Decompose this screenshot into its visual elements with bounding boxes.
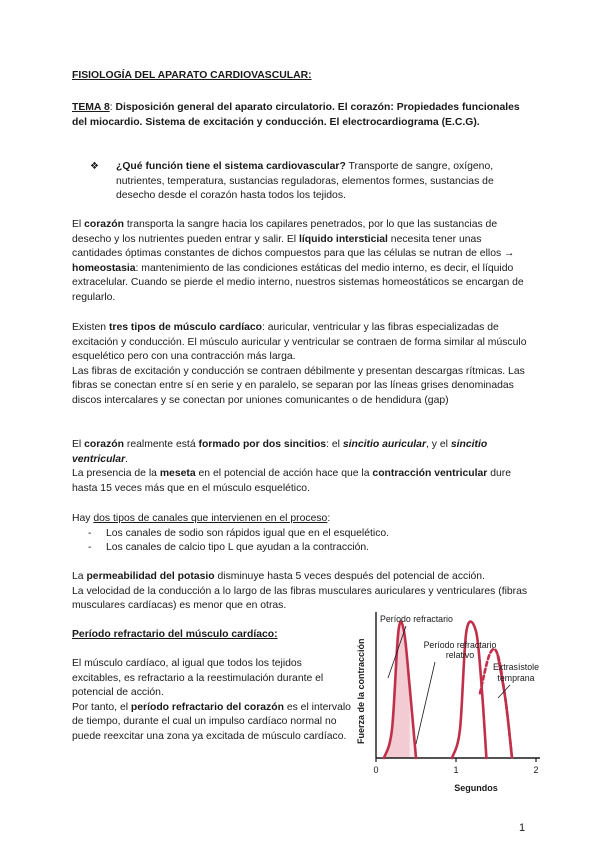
- annotation-pointer: [416, 662, 435, 744]
- list-item: - Los canales de calcio tipo L que ayudan a la contracción.: [88, 542, 370, 554]
- x-axis-label: Segundos: [454, 783, 498, 793]
- x-tick-label: 2: [533, 765, 539, 775]
- page-number: 1: [519, 822, 526, 834]
- y-axis-label: Fuerza de la contracción: [356, 638, 366, 744]
- canales-list: [72, 527, 532, 556]
- diamond-bullet-icon: ❖: [90, 161, 99, 172]
- list-item: - Los canales de sodio son rápidos igual que en el esquelético.: [88, 527, 390, 539]
- paragraph-canales: Hay dos tipos de canales que intervienen en el proceso: - Los canales de sodio son rápidos igual que en el esquelético. - Los canales de calcio tipo L que ayudan a la contracción.: [72, 512, 532, 556]
- section-body: El músculo cardíaco, al igual que todos los tejidos excitables, es refractario a la reestimulación durante el potencial de acción. Por tanto, el período refractario del corazón es el intervalo de tiempo, durante el cual un impulso cardíaco normal no puede reexcitar una zona ya excitada de músculo cardíaco.: [72, 658, 351, 742]
- function-bullet: ❖ ¿Qué función tiene el sistema cardiovascular? Transporte de sangre, oxígeno, nutrientes, temperatura, sustancias reguladoras, elementos formes, sustancias de desecho desde el corazón hasta todos los tejidos.: [90, 161, 494, 202]
- x-tick-label: 1: [453, 765, 459, 775]
- paragraph-corazon: El corazón transporta la sangre hacia los capilares penetrados, por lo que las sustancias de desecho y los nutrientes pueden entrar y salir. El líquido intersticial necesita tener unas cantidades óptimas constantes de dichos compuestos para que las células se nutran de ellos → homeostasia: mantenimiento de las condiciones estáticas del medio interno, es decir, el líquido extracelular. Cuando se pierde el medio interno, nuestros sistemas homeostáticos se encargan de regularlo.: [72, 219, 524, 303]
- refractory-period-chart: [350, 606, 555, 802]
- paragraph-tipos-musculo: Existen tres tipos de músculo cardíaco: auricular, ventricular y las fibras especializadas de excitación y conducción. El músculo auricular y ventricular se contraen de forma similar al músculo esquelético pero con una contracción más larga. Las fibras de excitación y conducción se contraen débilmente y presentan descargas rítmicas. Las fibras se conectan entre sí en serie y en paralelo, se separan por las líneas grises denominadas discos intercalares y se conectan por uniones comunicantes o de hendidura (gap): [72, 322, 527, 406]
- annotation-refractario-relativo: Período refractario: [423, 640, 497, 650]
- paragraph-sincitios: El corazón realmente está formado por dos sincitios: el sincitio auricular, y el sincitio ventricular. La presencia de la meseta en el potencial de acción hace que la contracción ventricular dure hasta 15 veces más que en el músculo esquelético.: [72, 439, 512, 494]
- annotation-refractario-relativo: relativo: [445, 650, 475, 660]
- annotation-extrasistole: temprana: [497, 673, 535, 683]
- annotation-periodo-refractario: Período refractario: [380, 614, 453, 624]
- x-tick-label: 0: [373, 765, 379, 775]
- function-question: ¿Qué función tiene el sistema cardiovascular?: [116, 161, 346, 172]
- document-title: FISIOLOGÍA DEL APARATO CARDIOVASCULAR:: [72, 70, 312, 81]
- paragraph-potasio: La permeabilidad del potasio disminuye hasta 5 veces después del potencial de acción. La velocidad de la conducción a lo largo de las fibras musculares auriculares y ventriculares (fibras musculares cardíacas) es menor que en otras.: [72, 571, 528, 612]
- tema-heading: TEMA 8: Disposición general del aparato circulatorio. El corazón: Propiedades funcionales del miocardio. Sistema de excitación y conducción. El electrocardiograma (E.C.G).: [72, 102, 520, 128]
- section-heading: Período refractario del músculo cardíaco:: [72, 629, 278, 640]
- annotation-extrasistole: Extrasístole: [493, 662, 539, 672]
